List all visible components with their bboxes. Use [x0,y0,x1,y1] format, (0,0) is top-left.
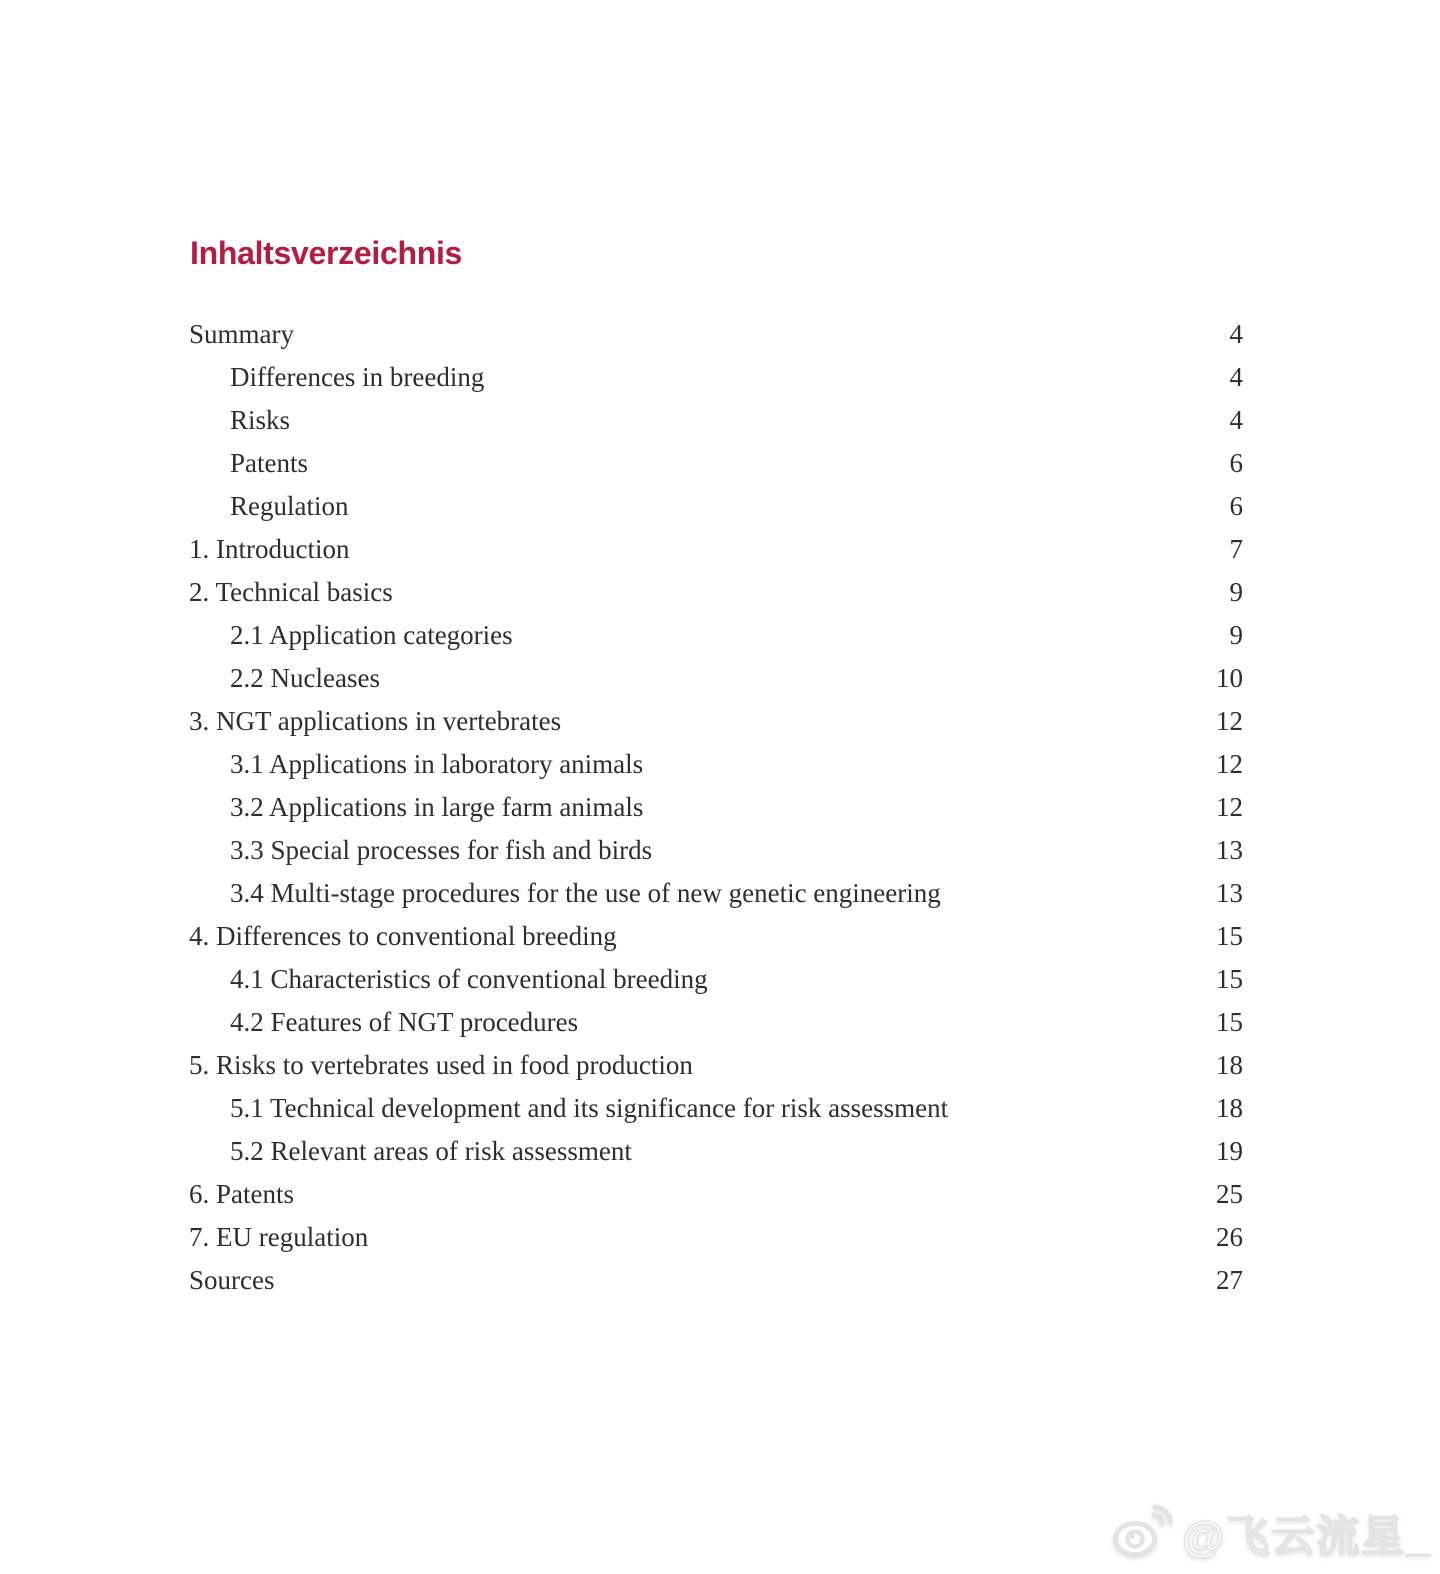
page-title: Inhaltsverzeichnis [190,235,463,271]
toc-entry [189,1001,1243,1044]
toc-entry-page: 13 [1216,835,1243,865]
toc-entry-page: 4 [1229,405,1243,435]
toc-entry-label: Regulation [230,491,349,521]
toc-entry-page: 26 [1216,1222,1243,1252]
toc-entry-page: 12 [1216,749,1243,779]
toc-entry-label: 3.3 Special processes for fish and birds [230,835,653,865]
weibo-logo-icon [1112,1504,1174,1563]
toc-entry [189,1044,1243,1087]
toc-entry [189,1173,1243,1216]
toc-entry-page: 4 [1229,319,1243,349]
toc-entry [189,915,1243,958]
toc-entry-label: Differences in breeding [230,362,485,392]
weibo-watermark [1112,1503,1432,1564]
toc-entry-label: 5.1 Technical development and its significance for risk assessment [230,1093,949,1123]
toc-entry-page: 15 [1216,964,1243,994]
toc-entry-label: 7. EU regulation [189,1222,369,1252]
toc-entry-page: 13 [1216,878,1243,908]
toc-entry [189,313,1243,356]
toc-entry-label: 5.2 Relevant areas of risk assessment [230,1136,632,1166]
toc-entry-label: Patents [230,448,308,478]
toc-entry-page: 27 [1216,1265,1243,1295]
toc-entry [189,1087,1243,1130]
toc-entry-page: 4 [1229,362,1243,392]
toc-entry [189,356,1243,399]
toc-entry [189,1216,1243,1259]
toc-entry-page: 25 [1216,1179,1243,1209]
toc-entry-label: 3. NGT applications in vertebrates [189,706,562,736]
toc-entry-label: Summary [189,319,294,349]
toc-entry-page: 7 [1229,534,1243,564]
toc-entry [189,958,1243,1001]
toc-entry-page: 10 [1216,663,1243,693]
toc-entry-page: 12 [1216,792,1243,822]
toc-entry-page: 19 [1216,1136,1243,1166]
toc-entry-page: 18 [1216,1050,1243,1080]
toc-entry-page: 9 [1229,620,1243,650]
toc-entry [189,829,1243,872]
toc-entry-page: 18 [1216,1093,1243,1123]
toc-entry-label: 4. Differences to conventional breeding [189,921,617,951]
toc-entry-label: 2. Technical basics [189,577,393,607]
toc-entry [189,442,1243,485]
toc-entry [189,657,1243,700]
toc-entry [189,786,1243,829]
toc-entry-page: 6 [1229,491,1243,521]
toc-entry-page: 6 [1229,448,1243,478]
toc-entry-label: 2.2 Nucleases [230,663,380,693]
toc-entry-label: Sources [189,1265,275,1295]
toc-entry-label: 3.2 Applications in large farm animals [230,792,644,822]
toc-entry-label: 3.1 Applications in laboratory animals [230,749,644,779]
toc-entry-label: 2.1 Application categories [230,620,513,650]
toc-entry [189,700,1243,743]
toc-list [189,313,1243,1302]
toc-entry-label: 6. Patents [189,1179,294,1209]
toc-entry [189,399,1243,442]
toc-entry-page: 12 [1216,706,1243,736]
toc-entry-label: 4.1 Characteristics of conventional breeding [230,964,708,994]
toc-entry [189,1130,1243,1173]
toc-entry-label: 5. Risks to vertebrates used in food production [189,1050,693,1080]
toc-entry-label: 3.4 Multi-stage procedures for the use of new genetic engineering [230,878,941,908]
toc-entry [189,743,1243,786]
toc-entry [189,528,1243,571]
toc-entry-label: Risks [230,405,291,435]
toc-entry [189,571,1243,614]
toc-entry-page: 15 [1216,1007,1243,1037]
toc-entry [189,1259,1243,1302]
watermark-handle: @飞云流星_ [1182,1513,1432,1561]
toc-entry-page: 15 [1216,921,1243,951]
toc-entry [189,614,1243,657]
toc-entry-page: 9 [1229,577,1243,607]
toc-entry-label: 1. Introduction [189,534,350,564]
toc-entry [189,872,1243,915]
toc-entry [189,485,1243,528]
toc-entry-label: 4.2 Features of NGT procedures [230,1007,579,1037]
